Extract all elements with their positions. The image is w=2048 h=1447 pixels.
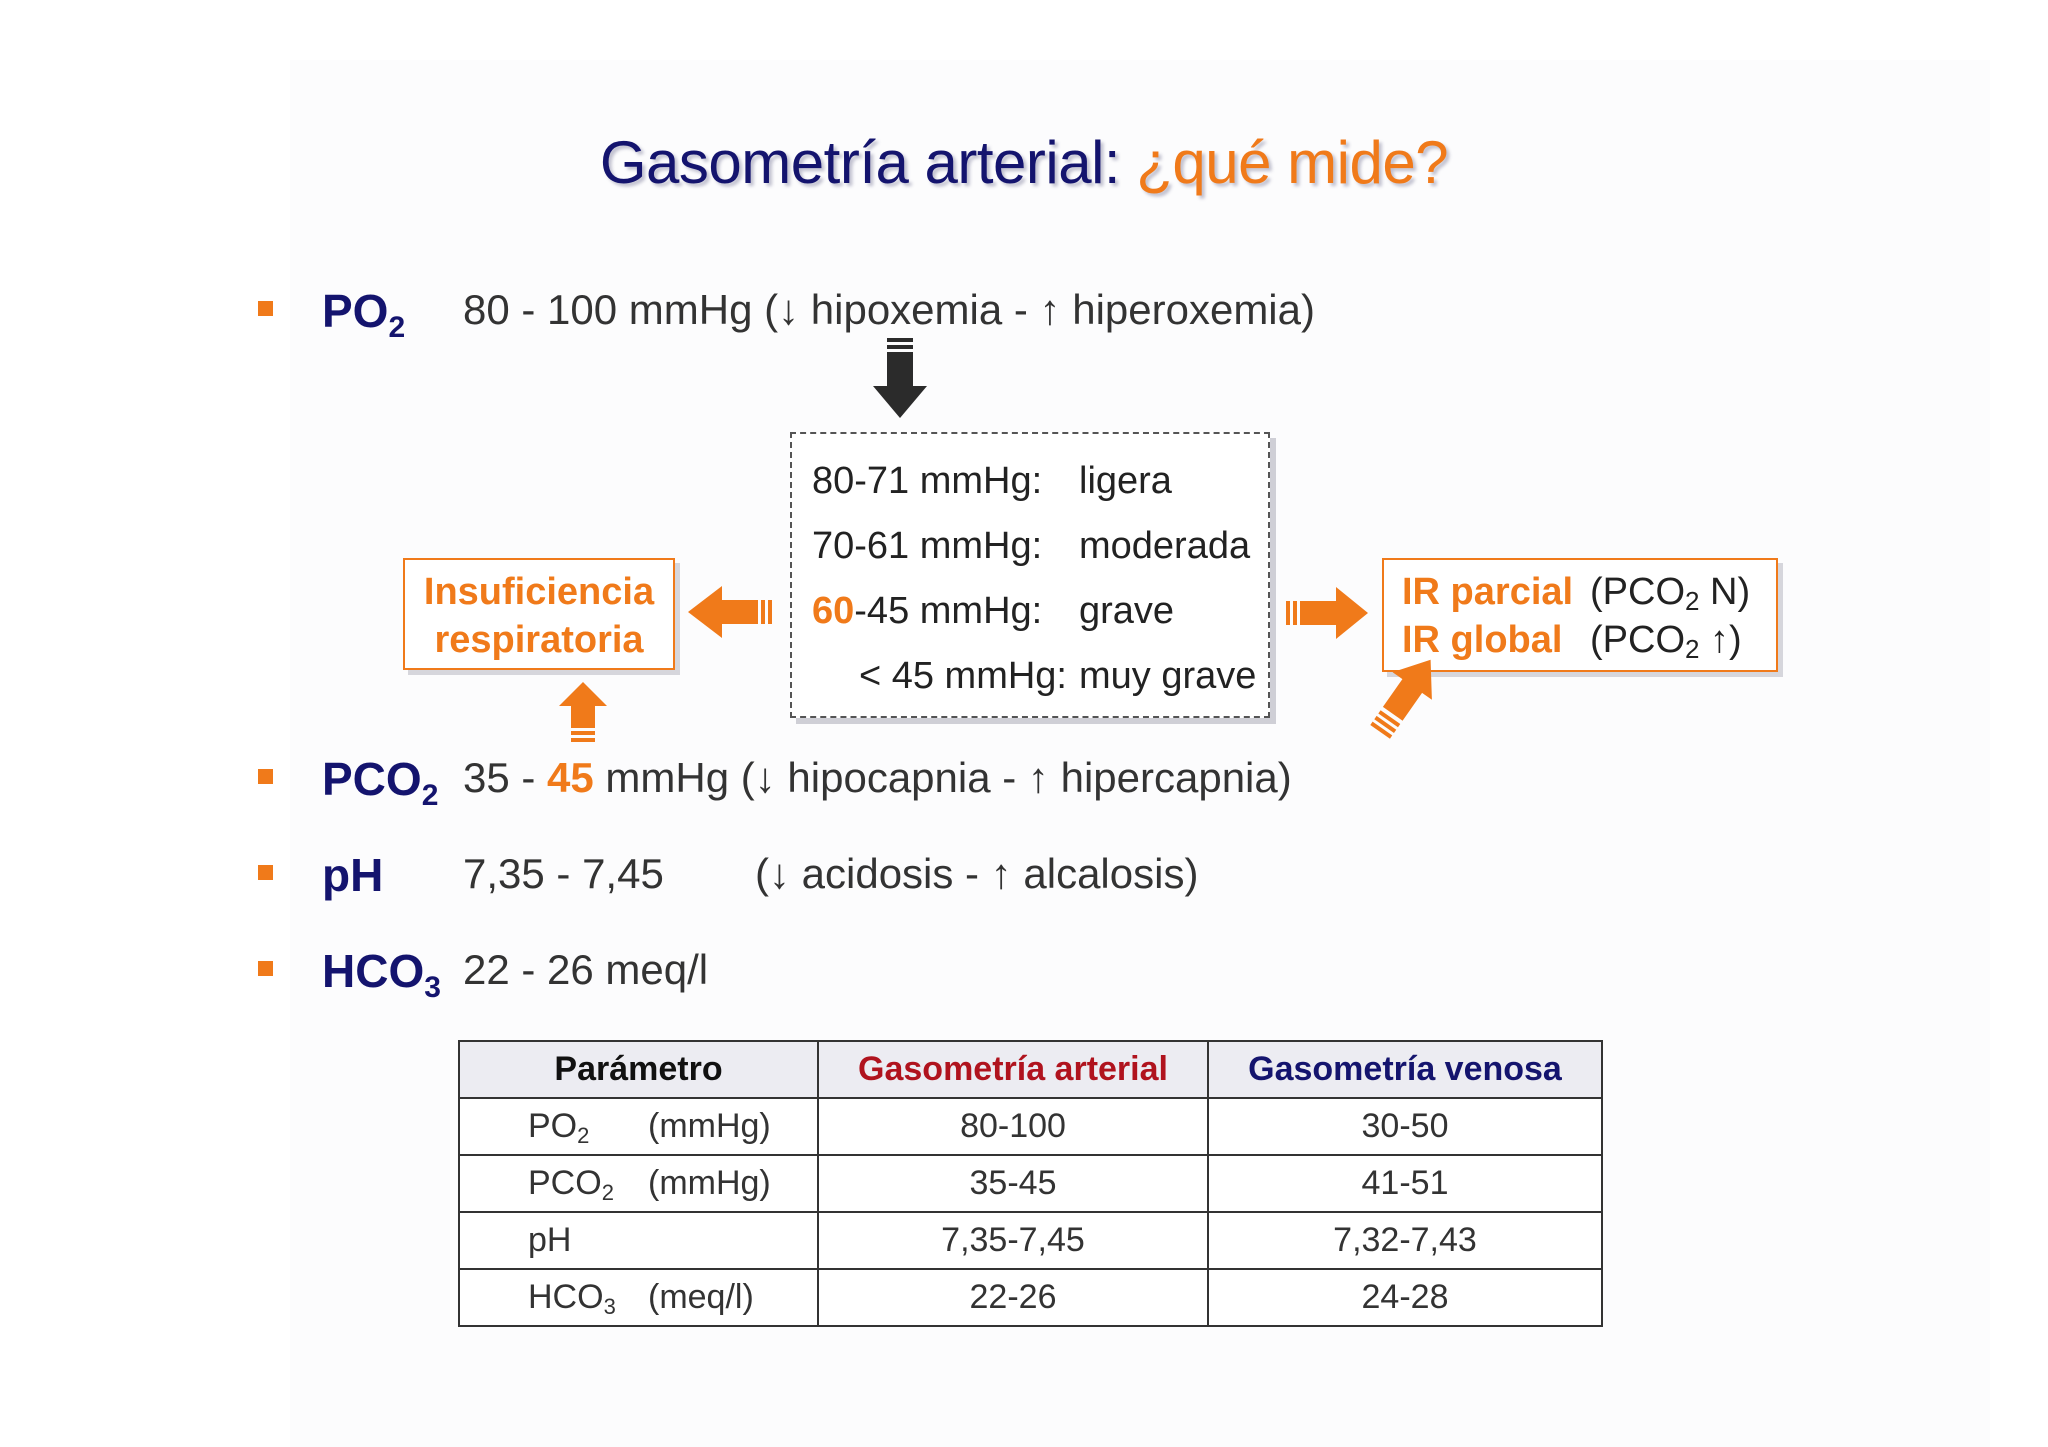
global-failure-line: IR global ($PCO_2$ ↑) [1402, 619, 1742, 664]
header-parametro: Parámetro [459, 1041, 818, 1098]
right-arrow-icon [1286, 587, 1368, 639]
bullet-text-effect: (↓ acidosis - ↑ alcalosis) [755, 850, 1199, 897]
arterial-cell: 80-100 [818, 1098, 1208, 1155]
left-arrow-icon [688, 586, 772, 638]
param-cell: $PCO_2$ (mmHg) [459, 1155, 818, 1212]
table-header-row [459, 1041, 1602, 1098]
title-main: Gasometría arterial: [599, 129, 1121, 196]
header-arterial: Gasometría arterial [818, 1041, 1208, 1098]
gasometry-comparison-table [458, 1040, 1603, 1327]
bullet-label: pH [322, 849, 384, 901]
severity-line: 60-45 mmHg: grave [812, 590, 1175, 632]
table-row [459, 1212, 1602, 1269]
arterial-cell: 22-26 [818, 1269, 1208, 1326]
bullet-text: 80 - 100 mmHg (↓ hipoxemia - ↑ hiperoxemia) [463, 286, 1315, 333]
table-row [459, 1269, 1602, 1326]
venosa-cell: 24-28 [1208, 1269, 1602, 1326]
venosa-cell: 30-50 [1208, 1098, 1602, 1155]
bullet-label: $HCO_3$ [322, 945, 441, 1004]
up-arrow-icon [559, 682, 607, 742]
callout-line: respiratoria [434, 619, 644, 661]
highlight-60: 60 [812, 590, 855, 632]
venosa-cell: 41-51 [1208, 1155, 1602, 1212]
severity-line: 80-71 mmHg: ligera [812, 460, 1172, 502]
bullet-text: 35 - 45 mmHg (↓ hipocapnia - ↑ hipercapnia) [463, 754, 1292, 801]
param-cell: $HCO_3$ (meq/l) [459, 1269, 818, 1326]
severity-line: 70-61 mmHg: moderada [812, 525, 1251, 567]
highlight-45: 45 [547, 754, 594, 801]
header-venosa: Gasometría venosa [1208, 1041, 1602, 1098]
venosa-cell: 7,32-7,43 [1208, 1212, 1602, 1269]
arterial-cell: 7,35-7,45 [818, 1212, 1208, 1269]
severity-line: < 45 mmHg: muy grave [858, 655, 1257, 697]
partial-failure-line: IR parcial ($PCO_2$ N) [1402, 571, 1751, 616]
title-accent: ¿qué mide? [1136, 129, 1449, 196]
param-cell: $PO_2$ (mmHg) [459, 1098, 818, 1155]
param-cell: pH [459, 1212, 818, 1269]
bullet-text: 22 - 26 meq/l [463, 946, 709, 993]
arterial-cell: 35-45 [818, 1155, 1208, 1212]
bullet-label: $PCO_2$ [322, 753, 439, 812]
table-row [459, 1098, 1602, 1155]
callout-line: Insuficiencia [423, 571, 655, 613]
diagonal-arrow-icon [1360, 646, 1450, 746]
bullet-label: $PO_2$ [322, 285, 406, 344]
bullet-text-range: 7,35 - 7,45 [463, 850, 664, 897]
table-row [459, 1155, 1602, 1212]
down-arrow-icon [873, 338, 927, 418]
